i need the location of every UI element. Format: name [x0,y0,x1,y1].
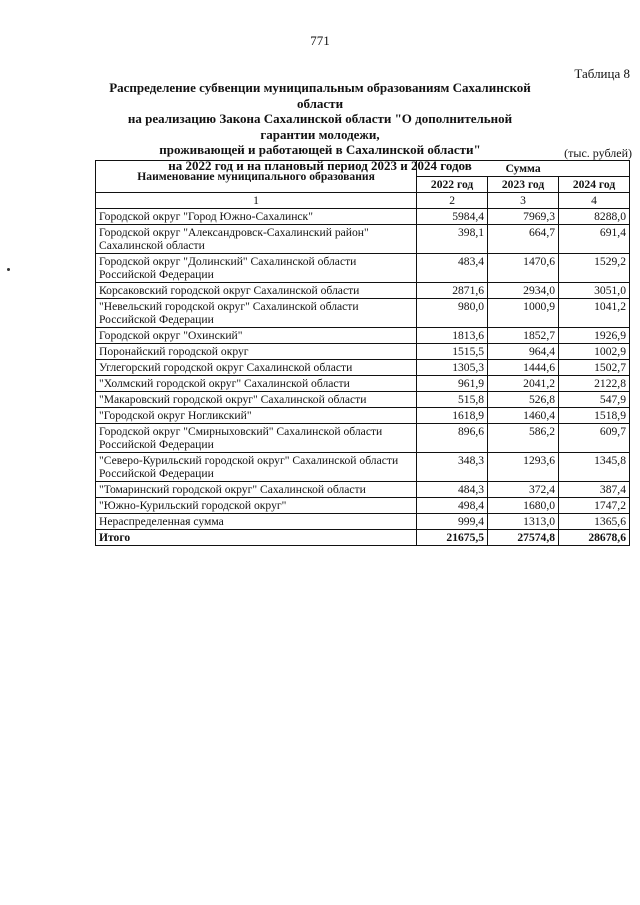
value-2022: 980,0 [417,299,488,328]
municipality-name: Городской округ "Смирныховский" Сахалинской области Российской Федерации [96,424,417,453]
total-label: Итого [96,530,417,546]
value-2022: 483,4 [417,254,488,283]
value-2022: 5984,4 [417,209,488,225]
value-2023: 1852,7 [488,328,559,344]
total-row [96,530,630,546]
municipality-name: "Северо-Курильский городской округ" Сахалинской области Российской Федерации [96,453,417,482]
table-row [96,482,630,498]
table-row [96,209,630,225]
value-2024: 1926,9 [559,328,630,344]
header-year-2024: 2024 год [559,177,630,193]
value-2024: 387,4 [559,482,630,498]
column-number: 2 [417,193,488,209]
column-number: 3 [488,193,559,209]
table-row [96,225,630,254]
title-line: Распределение субвенции муниципальным образованиям Сахалинской области [109,80,531,111]
value-2022: 2871,6 [417,283,488,299]
total-2023: 27574,8 [488,530,559,546]
value-2023: 1470,6 [488,254,559,283]
units-label: (тыс. рублей) [564,146,632,160]
value-2022: 1618,9 [417,408,488,424]
value-2022: 999,4 [417,514,488,530]
value-2024: 2122,8 [559,376,630,392]
value-2022: 398,1 [417,225,488,254]
municipality-name: "Невельский городской округ" Сахалинской области Российской Федерации [96,299,417,328]
value-2024: 3051,0 [559,283,630,299]
municipality-name: Городской округ "Александровск-Сахалинский район" Сахалинской области [96,225,417,254]
table-row [96,408,630,424]
table-row [96,299,630,328]
table-body [96,209,630,530]
column-number: 1 [96,193,417,209]
municipality-name: "Южно-Курильский городской округ" [96,498,417,514]
municipality-name: Городской округ "Город Южно-Сахалинск" [96,209,417,225]
municipality-name: "Городской округ Ногликский" [96,408,417,424]
table-row [96,283,630,299]
table-row [96,360,630,376]
municipality-name: "Холмский городской округ" Сахалинской области [96,376,417,392]
title-line: проживающей и работающей в Сахалинской области" [159,142,481,157]
table-row [96,514,630,530]
value-2024: 8288,0 [559,209,630,225]
municipality-name: "Томаринский городской округ" Сахалинской области [96,482,417,498]
title-line: на реализацию Закона Сахалинской области "О дополнительной гарантии молодежи, [127,111,513,142]
column-number: 4 [559,193,630,209]
value-2024: 1502,7 [559,360,630,376]
value-2022: 1813,6 [417,328,488,344]
value-2024: 1365,6 [559,514,630,530]
value-2024: 609,7 [559,424,630,453]
value-2024: 1041,2 [559,299,630,328]
value-2024: 1518,9 [559,408,630,424]
subvention-table [95,157,630,546]
value-2022: 515,8 [417,392,488,408]
value-2024: 547,9 [559,392,630,408]
value-2023: 1460,4 [488,408,559,424]
table-row [96,453,630,482]
value-2023: 1000,9 [488,299,559,328]
value-2023: 586,2 [488,424,559,453]
value-2022: 961,9 [417,376,488,392]
value-2022: 1515,5 [417,344,488,360]
page-number: 771 [310,33,330,48]
municipality-name: Корсаковский городской округ Сахалинской области [96,283,417,299]
value-2022: 1305,3 [417,360,488,376]
value-2023: 964,4 [488,344,559,360]
table-label: Таблица 8 [574,66,630,81]
municipality-name: Нераспределенная сумма [96,514,417,530]
municipality-name: Поронайский городской округ [96,344,417,360]
value-2023: 2041,2 [488,376,559,392]
value-2024: 1002,9 [559,344,630,360]
value-2024: 1747,2 [559,498,630,514]
table-row [96,424,630,453]
table-row [96,254,630,283]
title-line: на 2022 год и на плановый период 2023 и 2024 годов [168,157,472,173]
value-2023: 1680,0 [488,498,559,514]
municipality-name: Городской округ "Долинский" Сахалинской области Российской Федерации [96,254,417,283]
value-2023: 7969,3 [488,209,559,225]
municipality-name: Городской округ "Охинский" [96,328,417,344]
header-name: Наименование муниципального образования [96,161,417,193]
value-2024: 1529,2 [559,254,630,283]
value-2022: 484,3 [417,482,488,498]
table-row [96,498,630,514]
total-2022: 21675,5 [417,530,488,546]
value-2023: 1293,6 [488,453,559,482]
value-2024: 691,4 [559,225,630,254]
value-2023: 664,7 [488,225,559,254]
value-2024: 1345,8 [559,453,630,482]
total-2024: 28678,6 [559,530,630,546]
municipality-name: Углегорский городской округ Сахалинской области [96,360,417,376]
value-2023: 1444,6 [488,360,559,376]
scan-speck [7,268,10,271]
value-2022: 896,6 [417,424,488,453]
table-row [96,376,630,392]
header-sum: Сумма [417,161,630,177]
header-year-2022: 2022 год [417,177,488,193]
municipality-name: "Макаровский городской округ" Сахалинской области [96,392,417,408]
header-year-2023: 2023 год [488,177,559,193]
value-2022: 348,3 [417,453,488,482]
table-row [96,328,630,344]
table-row [96,392,630,408]
value-2022: 498,4 [417,498,488,514]
value-2023: 2934,0 [488,283,559,299]
value-2023: 526,8 [488,392,559,408]
value-2023: 1313,0 [488,514,559,530]
table-row [96,344,630,360]
value-2023: 372,4 [488,482,559,498]
